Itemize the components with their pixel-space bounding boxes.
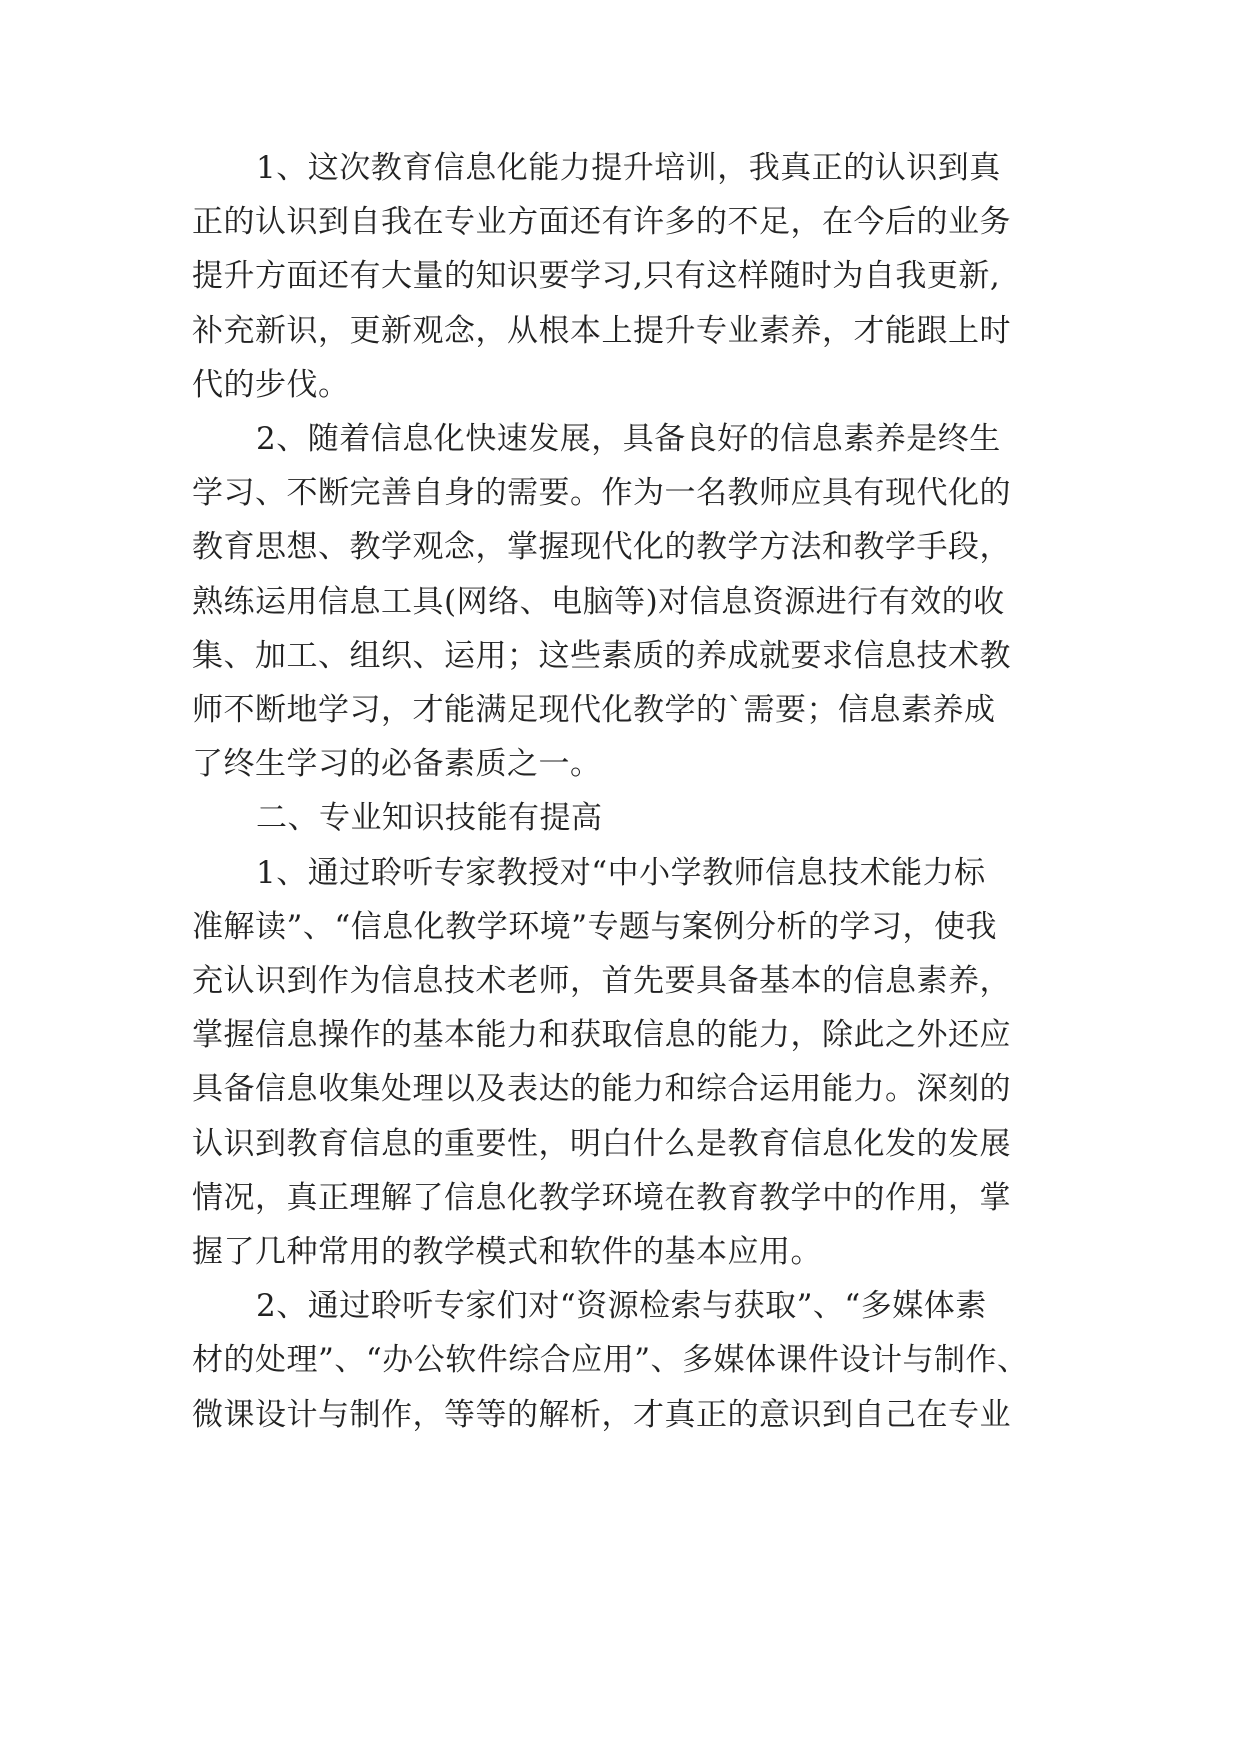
paragraph-4-line-3: 微课设计与制作，等等的解析，才真正的意识到自己在专业 (192, 1397, 1011, 1433)
paragraph-1-line-4: 补充新识，更新观念，从根本上提升专业素养，才能跟上时 (192, 313, 1011, 349)
paragraph-3-line-5: 具备信息收集处理以及表达的能力和综合运用能力。深刻的 (192, 1071, 1011, 1107)
paragraph-2-line-3: 教育思想、教学观念，掌握现代化的教学方法和教学手段， (192, 529, 1011, 565)
paragraph-2-line-1: 2、随着信息化快速发展，具备良好的信息素养是终生 (256, 421, 1001, 457)
paragraph-2-line-5: 集、加工、组织、运用；这些素质的养成就要求信息技术教 (192, 638, 1011, 674)
paragraph-3-line-1: 1、通过聆听专家教授对“中小学教师信息技术能力标 (256, 855, 986, 891)
paragraph-3-line-3: 充认识到作为信息技术老师，首先要具备基本的信息素养， (192, 963, 1011, 999)
paragraph-3-line-6: 认识到教育信息的重要性，明白什么是教育信息化发的发展 (192, 1126, 1011, 1162)
paragraph-4-line-1: 2、通过聆听专家们对“资源检索与获取”、“多媒体素 (256, 1288, 987, 1324)
paragraph-1-line-3: 提升方面还有大量的知识要学习,只有这样随时为自我更新, (192, 258, 1001, 294)
paragraph-2-line-7: 了终生学习的必备素质之一。 (192, 746, 602, 782)
paragraph-1-line-2: 正的认识到自我在专业方面还有许多的不足，在今后的业务 (192, 204, 1011, 240)
paragraph-3-line-4: 掌握信息操作的基本能力和获取信息的能力，除此之外还应 (192, 1017, 1011, 1053)
paragraph-2-line-2: 学习、不断完善自身的需要。作为一名教师应具有现代化的 (192, 475, 1011, 511)
paragraph-1-line-5: 代的步伐。 (192, 367, 350, 403)
paragraph-1-line-1: 1、这次教育信息化能力提升培训，我真正的认识到真 (256, 150, 1001, 186)
paragraph-2-line-4: 熟练运用信息工具(网络、电脑等)对信息资源进行有效的收 (192, 584, 1005, 620)
paragraph-3-line-2: 准解读”、“信息化教学环境”专题与案例分析的学习，使我 (192, 909, 998, 945)
paragraph-2-line-6: 师不断地学习，才能满足现代化教学的`需要；信息素养成 (192, 692, 996, 728)
paragraph-4-line-2: 材的处理”、“办公软件综合应用”、多媒体课件设计与制作、 (192, 1342, 1029, 1378)
paragraph-3-line-8: 握了几种常用的教学模式和软件的基本应用。 (192, 1234, 822, 1270)
section-heading: 二、专业知识技能有提高 (256, 800, 603, 836)
paragraph-3-line-7: 情况，真正理解了信息化教学环境在教育教学中的作用，掌 (192, 1180, 1011, 1216)
